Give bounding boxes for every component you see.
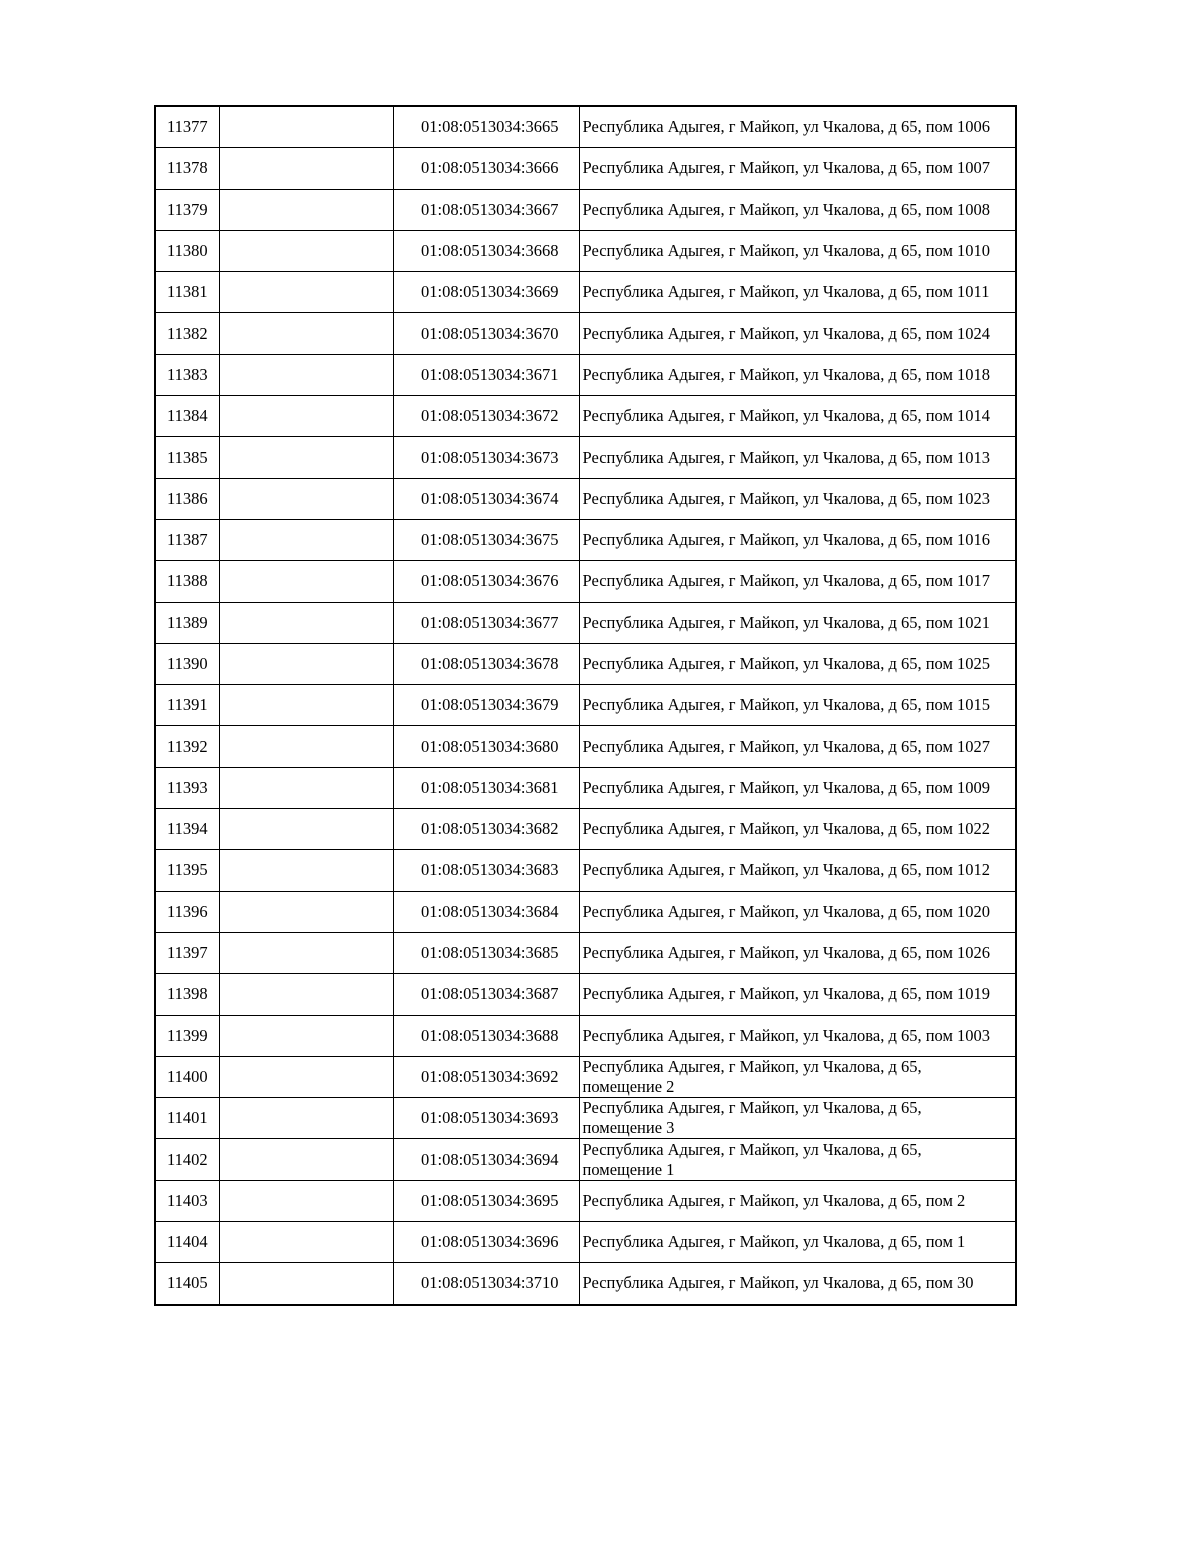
cadastral-number-cell: 01:08:0513034:3694 bbox=[393, 1139, 579, 1180]
row-number-cell: 11399 bbox=[155, 1015, 219, 1056]
address-cell: Республика Адыгея, г Майкоп, ул Чкалова, д 65, пом 1015 bbox=[579, 685, 1016, 726]
address-cell: Республика Адыгея, г Майкоп, ул Чкалова, д 65, пом 1018 bbox=[579, 354, 1016, 395]
table-row bbox=[155, 1015, 1016, 1056]
owner-cell bbox=[219, 726, 393, 767]
owner-cell bbox=[219, 643, 393, 684]
table-row bbox=[155, 519, 1016, 560]
row-number-cell: 11380 bbox=[155, 230, 219, 271]
table-row bbox=[155, 106, 1016, 148]
owner-cell bbox=[219, 1098, 393, 1139]
address-cell: Республика Адыгея, г Майкоп, ул Чкалова, д 65, пом 1025 bbox=[579, 643, 1016, 684]
cadastral-number-cell: 01:08:0513034:3685 bbox=[393, 932, 579, 973]
table-row bbox=[155, 1180, 1016, 1221]
table-row bbox=[155, 932, 1016, 973]
address-cell: Республика Адыгея, г Майкоп, ул Чкалова, д 65, помещение 1 bbox=[579, 1139, 1016, 1180]
table-row bbox=[155, 561, 1016, 602]
row-number-cell: 11394 bbox=[155, 809, 219, 850]
owner-cell bbox=[219, 561, 393, 602]
row-number-cell: 11386 bbox=[155, 478, 219, 519]
cadastral-number-cell: 01:08:0513034:3666 bbox=[393, 148, 579, 189]
address-cell: Республика Адыгея, г Майкоп, ул Чкалова, д 65, пом 30 bbox=[579, 1263, 1016, 1305]
row-number-cell: 11402 bbox=[155, 1139, 219, 1180]
cadastral-number-cell: 01:08:0513034:3696 bbox=[393, 1222, 579, 1263]
registry-table-body bbox=[155, 106, 1016, 1305]
address-cell: Республика Адыгея, г Майкоп, ул Чкалова, д 65, пом 1017 bbox=[579, 561, 1016, 602]
cadastral-number-cell: 01:08:0513034:3687 bbox=[393, 974, 579, 1015]
cadastral-number-cell: 01:08:0513034:3693 bbox=[393, 1098, 579, 1139]
address-cell: Республика Адыгея, г Майкоп, ул Чкалова, д 65, пом 1012 bbox=[579, 850, 1016, 891]
table-row bbox=[155, 891, 1016, 932]
owner-cell bbox=[219, 230, 393, 271]
address-cell: Республика Адыгея, г Майкоп, ул Чкалова, д 65, пом 1006 bbox=[579, 106, 1016, 148]
table-row bbox=[155, 1139, 1016, 1180]
table-row bbox=[155, 313, 1016, 354]
address-cell: Республика Адыгея, г Майкоп, ул Чкалова, д 65, пом 1008 bbox=[579, 189, 1016, 230]
table-row bbox=[155, 726, 1016, 767]
cadastral-number-cell: 01:08:0513034:3668 bbox=[393, 230, 579, 271]
row-number-cell: 11393 bbox=[155, 767, 219, 808]
row-number-cell: 11383 bbox=[155, 354, 219, 395]
cadastral-number-cell: 01:08:0513034:3672 bbox=[393, 396, 579, 437]
address-cell: Республика Адыгея, г Майкоп, ул Чкалова, д 65, пом 1010 bbox=[579, 230, 1016, 271]
owner-cell bbox=[219, 685, 393, 726]
row-number-cell: 11381 bbox=[155, 272, 219, 313]
table-row bbox=[155, 354, 1016, 395]
owner-cell bbox=[219, 1139, 393, 1180]
row-number-cell: 11387 bbox=[155, 519, 219, 560]
table-row bbox=[155, 1263, 1016, 1305]
row-number-cell: 11392 bbox=[155, 726, 219, 767]
cadastral-number-cell: 01:08:0513034:3695 bbox=[393, 1180, 579, 1221]
table-row bbox=[155, 974, 1016, 1015]
owner-cell bbox=[219, 974, 393, 1015]
address-cell: Республика Адыгея, г Майкоп, ул Чкалова, д 65, пом 1003 bbox=[579, 1015, 1016, 1056]
table-row bbox=[155, 643, 1016, 684]
table-row bbox=[155, 478, 1016, 519]
row-number-cell: 11385 bbox=[155, 437, 219, 478]
cadastral-number-cell: 01:08:0513034:3673 bbox=[393, 437, 579, 478]
cadastral-number-cell: 01:08:0513034:3671 bbox=[393, 354, 579, 395]
address-cell: Республика Адыгея, г Майкоп, ул Чкалова, д 65, помещение 3 bbox=[579, 1098, 1016, 1139]
row-number-cell: 11388 bbox=[155, 561, 219, 602]
owner-cell bbox=[219, 1263, 393, 1305]
row-number-cell: 11377 bbox=[155, 106, 219, 148]
row-number-cell: 11395 bbox=[155, 850, 219, 891]
cadastral-number-cell: 01:08:0513034:3670 bbox=[393, 313, 579, 354]
table-row bbox=[155, 396, 1016, 437]
row-number-cell: 11404 bbox=[155, 1222, 219, 1263]
address-cell: Республика Адыгея, г Майкоп, ул Чкалова, д 65, пом 1022 bbox=[579, 809, 1016, 850]
row-number-cell: 11405 bbox=[155, 1263, 219, 1305]
owner-cell bbox=[219, 932, 393, 973]
address-cell: Республика Адыгея, г Майкоп, ул Чкалова, д 65, пом 1021 bbox=[579, 602, 1016, 643]
address-cell: Республика Адыгея, г Майкоп, ул Чкалова, д 65, пом 1009 bbox=[579, 767, 1016, 808]
address-cell: Республика Адыгея, г Майкоп, ул Чкалова, д 65, пом 1024 bbox=[579, 313, 1016, 354]
owner-cell bbox=[219, 148, 393, 189]
address-cell: Республика Адыгея, г Майкоп, ул Чкалова, д 65, пом 1014 bbox=[579, 396, 1016, 437]
table-row bbox=[155, 230, 1016, 271]
address-cell: Республика Адыгея, г Майкоп, ул Чкалова, д 65, пом 1 bbox=[579, 1222, 1016, 1263]
address-cell: Республика Адыгея, г Майкоп, ул Чкалова, д 65, пом 1019 bbox=[579, 974, 1016, 1015]
cadastral-number-cell: 01:08:0513034:3680 bbox=[393, 726, 579, 767]
row-number-cell: 11389 bbox=[155, 602, 219, 643]
row-number-cell: 11403 bbox=[155, 1180, 219, 1221]
owner-cell bbox=[219, 767, 393, 808]
address-cell: Республика Адыгея, г Майкоп, ул Чкалова, д 65, пом 2 bbox=[579, 1180, 1016, 1221]
owner-cell bbox=[219, 1015, 393, 1056]
owner-cell bbox=[219, 478, 393, 519]
owner-cell bbox=[219, 1180, 393, 1221]
cadastral-number-cell: 01:08:0513034:3679 bbox=[393, 685, 579, 726]
row-number-cell: 11401 bbox=[155, 1098, 219, 1139]
owner-cell bbox=[219, 602, 393, 643]
row-number-cell: 11384 bbox=[155, 396, 219, 437]
owner-cell bbox=[219, 396, 393, 437]
address-cell: Республика Адыгея, г Майкоп, ул Чкалова, д 65, пом 1011 bbox=[579, 272, 1016, 313]
property-registry-table bbox=[154, 105, 1017, 1306]
row-number-cell: 11379 bbox=[155, 189, 219, 230]
cadastral-number-cell: 01:08:0513034:3710 bbox=[393, 1263, 579, 1305]
table-row bbox=[155, 850, 1016, 891]
table-row bbox=[155, 1056, 1016, 1097]
table-row bbox=[155, 767, 1016, 808]
cadastral-number-cell: 01:08:0513034:3674 bbox=[393, 478, 579, 519]
address-cell: Республика Адыгея, г Майкоп, ул Чкалова, д 65, помещение 2 bbox=[579, 1056, 1016, 1097]
table-row bbox=[155, 602, 1016, 643]
owner-cell bbox=[219, 272, 393, 313]
row-number-cell: 11382 bbox=[155, 313, 219, 354]
owner-cell bbox=[219, 1056, 393, 1097]
row-number-cell: 11378 bbox=[155, 148, 219, 189]
address-cell: Республика Адыгея, г Майкоп, ул Чкалова, д 65, пом 1026 bbox=[579, 932, 1016, 973]
owner-cell bbox=[219, 891, 393, 932]
row-number-cell: 11390 bbox=[155, 643, 219, 684]
row-number-cell: 11391 bbox=[155, 685, 219, 726]
table-row bbox=[155, 189, 1016, 230]
cadastral-number-cell: 01:08:0513034:3669 bbox=[393, 272, 579, 313]
cadastral-number-cell: 01:08:0513034:3682 bbox=[393, 809, 579, 850]
table-row bbox=[155, 809, 1016, 850]
cadastral-number-cell: 01:08:0513034:3683 bbox=[393, 850, 579, 891]
owner-cell bbox=[219, 189, 393, 230]
owner-cell bbox=[219, 106, 393, 148]
cadastral-number-cell: 01:08:0513034:3665 bbox=[393, 106, 579, 148]
cadastral-number-cell: 01:08:0513034:3692 bbox=[393, 1056, 579, 1097]
address-cell: Республика Адыгея, г Майкоп, ул Чкалова, д 65, пом 1016 bbox=[579, 519, 1016, 560]
table-row bbox=[155, 685, 1016, 726]
table-row bbox=[155, 1098, 1016, 1139]
address-cell: Республика Адыгея, г Майкоп, ул Чкалова, д 65, пом 1013 bbox=[579, 437, 1016, 478]
cadastral-number-cell: 01:08:0513034:3677 bbox=[393, 602, 579, 643]
owner-cell bbox=[219, 519, 393, 560]
cadastral-number-cell: 01:08:0513034:3675 bbox=[393, 519, 579, 560]
table-row bbox=[155, 437, 1016, 478]
row-number-cell: 11397 bbox=[155, 932, 219, 973]
cadastral-number-cell: 01:08:0513034:3676 bbox=[393, 561, 579, 602]
cadastral-number-cell: 01:08:0513034:3667 bbox=[393, 189, 579, 230]
owner-cell bbox=[219, 850, 393, 891]
owner-cell bbox=[219, 437, 393, 478]
owner-cell bbox=[219, 354, 393, 395]
table-row bbox=[155, 272, 1016, 313]
address-cell: Республика Адыгея, г Майкоп, ул Чкалова, д 65, пом 1027 bbox=[579, 726, 1016, 767]
table-row bbox=[155, 1222, 1016, 1263]
address-cell: Республика Адыгея, г Майкоп, ул Чкалова, д 65, пом 1020 bbox=[579, 891, 1016, 932]
owner-cell bbox=[219, 1222, 393, 1263]
cadastral-number-cell: 01:08:0513034:3684 bbox=[393, 891, 579, 932]
cadastral-number-cell: 01:08:0513034:3681 bbox=[393, 767, 579, 808]
owner-cell bbox=[219, 809, 393, 850]
table-row bbox=[155, 148, 1016, 189]
row-number-cell: 11400 bbox=[155, 1056, 219, 1097]
address-cell: Республика Адыгея, г Майкоп, ул Чкалова, д 65, пом 1023 bbox=[579, 478, 1016, 519]
owner-cell bbox=[219, 313, 393, 354]
cadastral-number-cell: 01:08:0513034:3678 bbox=[393, 643, 579, 684]
row-number-cell: 11396 bbox=[155, 891, 219, 932]
row-number-cell: 11398 bbox=[155, 974, 219, 1015]
cadastral-number-cell: 01:08:0513034:3688 bbox=[393, 1015, 579, 1056]
address-cell: Республика Адыгея, г Майкоп, ул Чкалова, д 65, пом 1007 bbox=[579, 148, 1016, 189]
